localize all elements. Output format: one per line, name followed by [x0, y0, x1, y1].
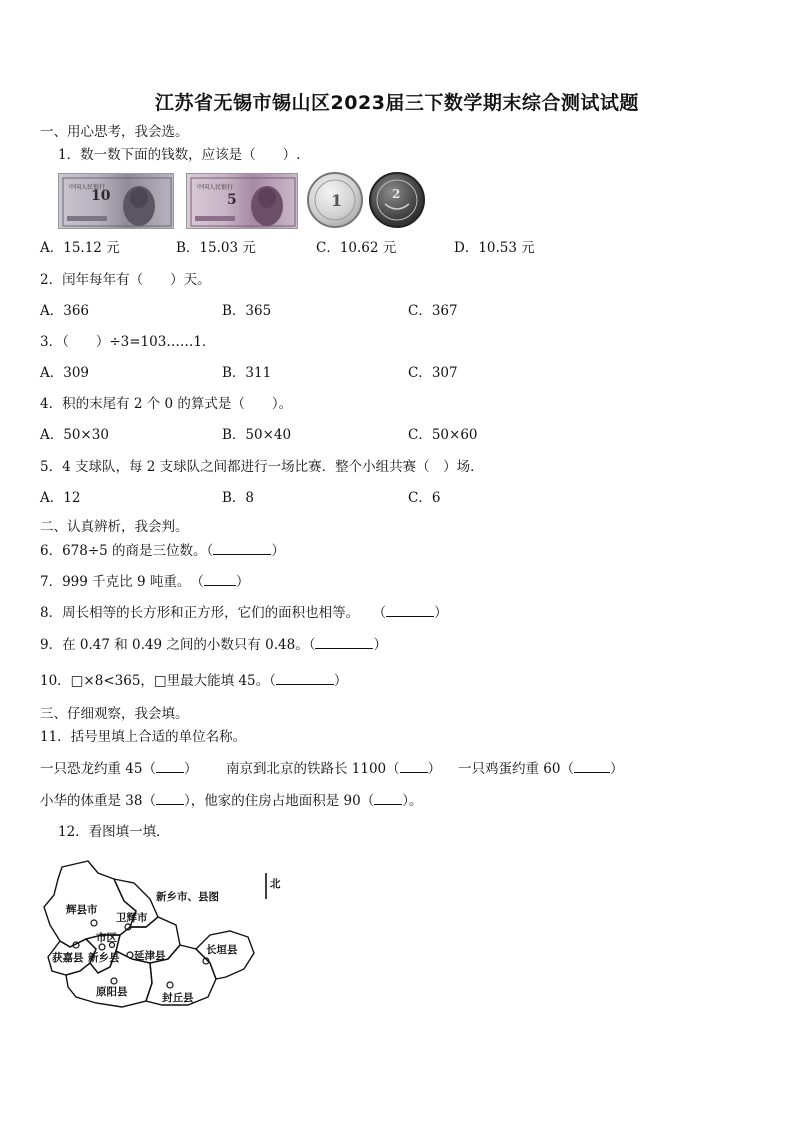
question-2-option-c[interactable]: C．367	[408, 303, 458, 319]
map-label-shiqu: 市区	[96, 932, 117, 944]
question-11-item-3-text: 一只鸡蛋约重 60（	[458, 761, 574, 777]
question-2-option-a[interactable]: A．366	[40, 303, 90, 319]
xinxiang-map	[40, 855, 290, 1015]
banknote-5-image	[186, 173, 298, 229]
question-2-option-b[interactable]: B．365	[222, 303, 272, 319]
question-11-item-1	[40, 759, 197, 778]
question-11-item-5-blank[interactable]	[374, 791, 402, 805]
question-8-answer-blank[interactable]	[386, 603, 434, 617]
question-9-close: ）	[373, 637, 387, 653]
question-10-text: 10．□×8<365，□里最大能填 45。（	[40, 673, 276, 689]
section-heading-3: 三、仔细观察，我会填。	[40, 706, 189, 722]
section-heading-2: 二、认真辨析，我会判。	[40, 519, 189, 535]
banknote-5-denomination: 5	[227, 192, 237, 208]
question-5-option-c[interactable]: C．6	[408, 490, 441, 506]
question-3-option-a[interactable]: A．309	[40, 365, 90, 381]
coin-1-label: 1	[331, 191, 343, 210]
question-3-option-b[interactable]: B．311	[222, 365, 272, 381]
question-10-close: ）	[333, 673, 348, 689]
north-label: 北	[270, 878, 281, 890]
map-label-fengqiu: 封丘县	[162, 992, 194, 1004]
map-city-dot-yanjin	[127, 952, 133, 958]
map-label-yanjin: 延津县	[134, 950, 166, 962]
question-2-stem: 2．闰年每年有（ ）天。	[40, 272, 211, 288]
map-title: 新乡市、县图	[156, 891, 219, 903]
question-11-item-4-blank[interactable]	[156, 791, 184, 805]
question-11-item-5-text: ），他家的住房占地面积是 90（	[183, 793, 375, 809]
question-7-close: ）	[235, 574, 250, 590]
question-1-option-d[interactable]: D．10.53 元	[454, 240, 535, 256]
question-11-item-2-blank[interactable]	[400, 759, 428, 773]
question-8-close: ）	[434, 605, 448, 621]
question-8-text: 8．周长相等的长方形和正方形，它们的面积也相等。 （	[40, 605, 387, 621]
question-11-stem: 11．括号里填上合适的单位名称。	[40, 729, 247, 745]
question-11-item-2-close: ）	[427, 761, 442, 777]
map-city-dot-yuanyang	[111, 978, 117, 984]
question-4-option-b[interactable]: B．50×40	[222, 427, 292, 443]
question-6	[40, 541, 285, 560]
map-label-huixian: 辉县市	[66, 904, 98, 916]
map-city-dot-huixian	[91, 920, 97, 926]
question-6-close: ）	[271, 543, 285, 559]
question-11-item-2	[226, 759, 441, 778]
coin-2-label: 2	[392, 187, 401, 201]
banknote-10-denomination: 10	[91, 188, 111, 204]
question-11-item-1-close: ）	[183, 761, 198, 777]
question-1-option-c[interactable]: C．10.62 元	[316, 240, 397, 256]
question-6-text: 6．678÷5 的商是三位数。（	[40, 543, 214, 559]
map-label-changyuan: 长垣县	[206, 944, 238, 956]
banknote-10-bank-label: 中国人民银行	[69, 184, 106, 191]
coin-1-image	[307, 172, 363, 228]
question-1-option-b[interactable]: B．15.03 元	[176, 240, 256, 256]
map-label-xinxiangxian: 新乡县	[88, 952, 120, 964]
question-5-stem: 5．4 支球队，每 2 支球队之间都进行一场比赛．整个小组共赛（ ）场．	[40, 459, 484, 475]
question-9-answer-blank[interactable]	[315, 635, 373, 649]
question-5-option-a[interactable]: A．12	[40, 490, 81, 506]
question-9	[40, 635, 387, 654]
map-city-dot-xinxiangxian	[99, 944, 105, 950]
question-8	[40, 603, 448, 622]
question-3-stem: 3．（ ）÷3=103……1．	[40, 334, 216, 350]
section-heading-1: 一、用心思考，我会选。	[40, 124, 189, 140]
question-10	[40, 671, 347, 690]
page-title: 江苏省无锡市锡山区2023届三下数学期末综合测试试题	[155, 92, 639, 114]
coin-2-image	[369, 172, 425, 228]
question-11-item-2-text: 南京到北京的铁路长 1100（	[226, 761, 400, 777]
banknote-5-bank-label: 中国人民银行	[197, 184, 234, 191]
question-4-option-c[interactable]: C．50×60	[408, 427, 478, 443]
question-11-item-1-blank[interactable]	[156, 759, 184, 773]
banknote-10-image	[58, 173, 174, 229]
question-5-option-b[interactable]: B．8	[222, 490, 255, 506]
question-4-stem: 4．积的末尾有 2 个 0 的算式是（ ）。	[40, 396, 293, 412]
map-label-yuanyang: 原阳县	[96, 986, 128, 998]
question-11-item-3-close: ）	[609, 761, 624, 777]
question-11-item-5-close: ）。	[402, 793, 423, 809]
question-7-answer-blank[interactable]	[204, 572, 236, 586]
question-1-stem: 1．数一数下面的钱数，应该是（ ）.	[58, 147, 301, 163]
map-label-weihui: 卫辉市	[116, 912, 148, 924]
question-9-text: 9．在 0.47 和 0.49 之间的小数只有 0.48。（	[40, 637, 316, 653]
question-1-option-a[interactable]: A．15.12 元	[40, 240, 120, 256]
question-7-text: 7．999 千克比 9 吨重。 （	[40, 574, 204, 590]
map-label-huojia: 获嘉县	[52, 952, 84, 964]
question-10-answer-blank[interactable]	[276, 671, 334, 685]
map-city-dot-fengqiu	[167, 982, 173, 988]
question-11-item-4-text: 小华的体重是 38（	[40, 793, 156, 809]
question-11-item-3	[458, 759, 623, 778]
question-11-item-1-text: 一只恐龙约重 45（	[40, 761, 156, 777]
question-6-answer-blank[interactable]	[213, 541, 271, 555]
question-11-item-3-blank[interactable]	[574, 759, 610, 773]
question-7	[40, 572, 249, 591]
question-4-option-a[interactable]: A．50×30	[40, 427, 109, 443]
question-11-row-2	[40, 791, 422, 810]
question-12-stem: 12．看图填一填．	[58, 824, 170, 840]
question-3-option-c[interactable]: C．307	[408, 365, 458, 381]
